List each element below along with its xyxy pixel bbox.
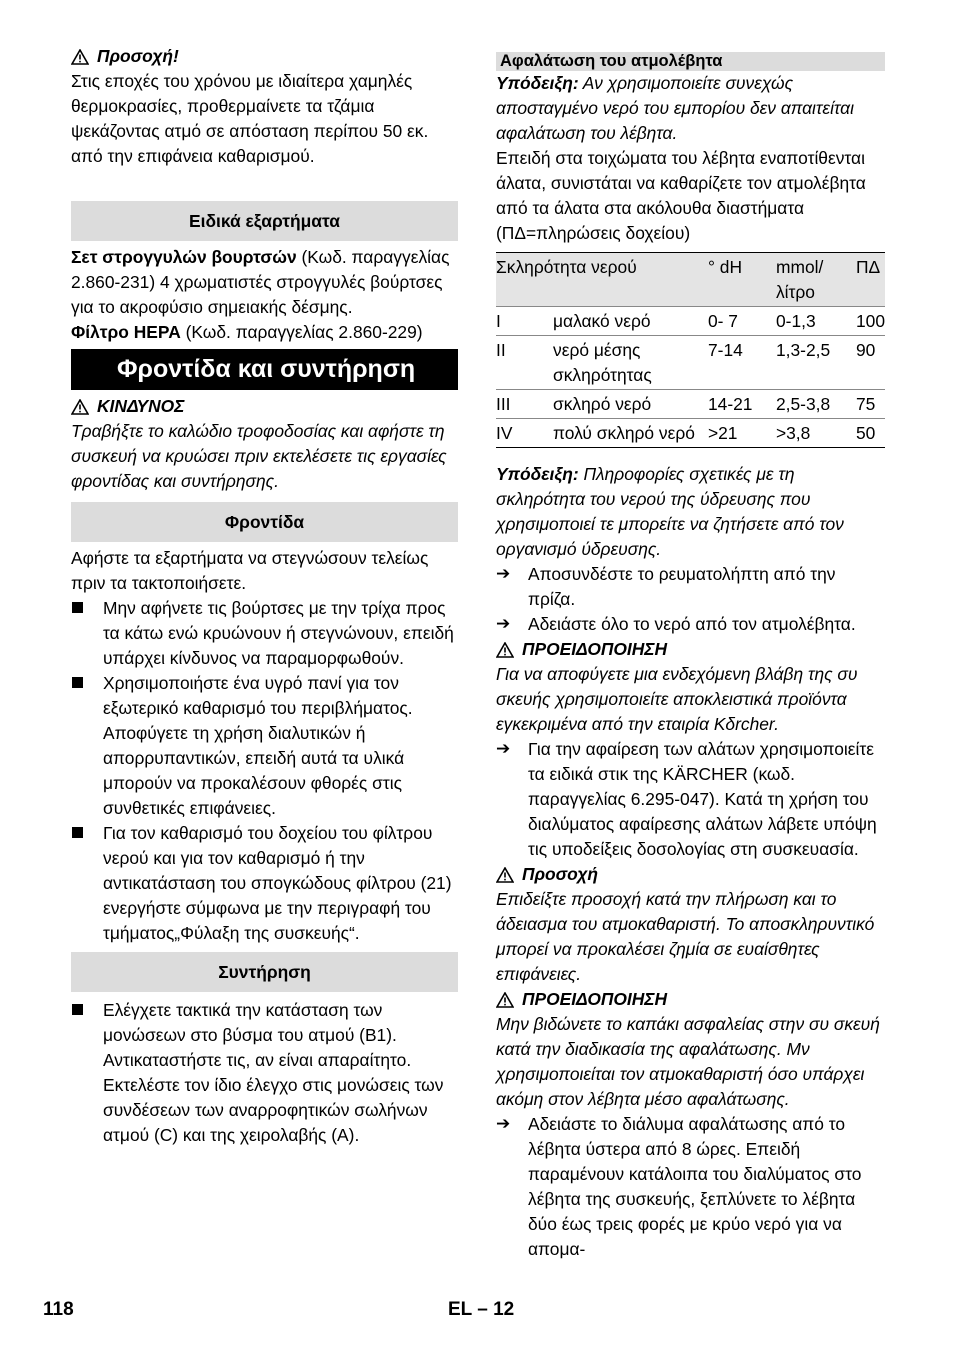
danger-text: Τραβήξτε το καλώδιο τροφοδοσίας και αφήστε τη συσκευή να κρυώσει πριν εκτελέσετε τις εργασίες φροντίδας και συντήρησης.	[71, 421, 447, 491]
table-header-cell: mmol/ λίτρο	[776, 253, 856, 307]
note-label: Υπόδειξη:	[496, 73, 579, 93]
table-cell: σκληρό νερό	[553, 390, 708, 419]
table-cell: III	[496, 390, 553, 419]
caution-heading	[71, 44, 458, 69]
table-cell: 50	[856, 419, 885, 448]
note-text: Πληροφορίες σχετικές με τη σκληρότητα του νερού της ύδρευσης που χρησιμοποιεί τε μπορείτε να ζητήσετε από τον οργανισμό ύδρευσης.	[496, 464, 844, 559]
caution-2-heading	[496, 862, 885, 887]
warning-1-heading	[496, 637, 885, 662]
table-cell: 0-1,3	[776, 307, 856, 336]
caution-title: Προσοχή!	[97, 46, 179, 66]
steps-list-1	[496, 562, 885, 637]
note-text: Αν χρησιμοποιείτε συνεχώς αποσταγμένο νερό του εμπορίου δεν απαιτείται αφαλάτωση του λέβητα.	[496, 73, 854, 143]
footer-section-page: – 12	[477, 1299, 515, 1320]
table-cell: 0- 7	[708, 307, 776, 336]
table-header-cell: ° dH	[708, 253, 776, 307]
table-cell: 100	[856, 307, 885, 336]
left-column	[71, 44, 458, 1148]
table-cell: πολύ σκληρό νερό	[553, 419, 708, 448]
table-cell: IV	[496, 419, 553, 448]
accessory-hepa	[71, 320, 458, 345]
warning-1-text: Για να αποφύγετε μια ενδεχόμενη βλάβη της συ σκευής χρησιμοποιείτε αποκλειστικά προϊόντα εγκεκριμένα από την εταιρία Kδrcher.	[496, 664, 858, 734]
table-cell: >21	[708, 419, 776, 448]
accessories-heading: Ειδικά εξαρτήματα	[71, 201, 458, 241]
caution-2-title: Προσοχή	[522, 864, 598, 884]
caution-text: Στις εποχές του χρόνου με ιδιαίτερα χαμηλές θερμοκρασίες, προθερμαίνετε τα τζάμια ψεκάζοντας ατμό σε απόσταση περίπου 50 εκ. από την επιφάνεια καθαρισμού.	[71, 71, 429, 166]
warning-2-title: ΠΡΟΕΙΔΟΠΟΙΗΣΗ	[522, 989, 668, 1009]
step-item: ➔ Για την αφαίρεση των αλάτων χρησιμοποιείτε τα ειδικά στικ της KÄRCHER (κωδ. παραγγελίας 6.295-047). Κατά τη χρήση του διαλύματος αφαίρεσης αλάτων λάβετε υπόψη τις υποδείξεις δοσολογίας στη συσκευασία.	[496, 737, 885, 862]
table-cell: 2,5-3,8	[776, 390, 856, 419]
accessory-name: Σετ στρογγυλών βουρτσών	[71, 247, 297, 267]
footer-section	[448, 1297, 514, 1322]
list-item: Ελέγχετε τακτικά την κατάσταση των μονώσεων στο βύσμα του ατμού (B1). Αντικαταστήστε τις, αν είναι απαραίτητο. Εκτελέστε τον ίδιο έλεγχο στις μονώσεις των συνδέσεων των αναρροφητικών σωλήνων ατμού (C) και της χειρολαβής (A).	[71, 998, 458, 1148]
right-column	[496, 44, 885, 1262]
note-1	[496, 71, 885, 146]
warning-triangle-icon	[496, 642, 514, 658]
footer-lang: EL	[448, 1299, 472, 1320]
table-cell: μαλακό νερό	[553, 307, 708, 336]
descale-intro: Επειδή στα τοιχώματα του λέβητα εναποτίθενται άλατα, συνιστάται να καθαρίζετε τον ατμολέβητα από τα άλατα στα ακόλουθα διαστήματα (ΠΔ=πληρώσεις δοχείου)	[496, 148, 866, 243]
caution-2-text: Επιδείξτε προσοχή κατά την πλήρωση και το άδειασμα του ατμοκαθαριστή. Το αποσκληρυντικό μπορεί να προκαλέσει ζημία σε ευαίσθητες επιφάνειες.	[496, 889, 875, 984]
table-header-cell: Σκληρότητα νερού	[496, 253, 708, 307]
warning-triangle-icon	[496, 992, 514, 1008]
table-cell: 14-21	[708, 390, 776, 419]
table-cell: I	[496, 307, 553, 336]
table-cell: νερό μέσης σκληρότητας	[553, 336, 708, 390]
care-intro: Αφήστε τα εξαρτήματα να στεγνώσουν τελείως πριν τα τακτοποιήσετε.	[71, 548, 429, 593]
table-row	[496, 419, 885, 448]
note-label: Υπόδειξη:	[496, 464, 579, 484]
accessory-desc: (Κωδ. παραγγελίας 2.860-229)	[180, 322, 423, 342]
danger-title: ΚΙΝΔΥΝΟΣ	[97, 396, 185, 416]
table-header-row	[496, 253, 885, 307]
warning-triangle-icon	[71, 49, 89, 65]
note-2	[496, 462, 885, 562]
step-item: ➔ Αδειάστε όλο το νερό από τον ατμολέβητα.	[496, 612, 885, 637]
maintenance-heading: Συντήρηση	[71, 952, 458, 992]
descale-heading: Αφαλάτωση του ατμολέβητα	[496, 52, 885, 71]
steps-list-3	[496, 1112, 885, 1262]
danger-heading	[71, 394, 458, 419]
water-hardness-table	[496, 252, 885, 448]
maintenance-list	[71, 998, 458, 1148]
table-row	[496, 307, 885, 336]
table-cell: >3,8	[776, 419, 856, 448]
warning-2-text: Μην βιδώνετε το καπάκι ασφαλείας στην συ σκευή κατά την διαδικασία της αφαλάτωσης. Μν χρησιμοποιείται τον ατμοκαθαριστή όσο υπάρχει ακόμη στον λέβητα μέσο αφαλάτωσης.	[496, 1014, 880, 1109]
list-item: Μην αφήνετε τις βούρτσες με την τρίχα προς τα κάτω ενώ κρυώνουν ή στεγνώνουν, επειδή υπάρχει κίνδυνος να παραμορφωθούν.	[71, 596, 458, 671]
accessory-round-brushes	[71, 245, 458, 320]
accessory-name: Φίλτρο HEPA	[71, 322, 181, 342]
table-cell: 75	[856, 390, 885, 419]
care-heading: Φροντίδα	[71, 502, 458, 542]
warning-2-heading	[496, 987, 885, 1012]
warning-triangle-icon	[496, 867, 514, 883]
step-item: ➔ Αποσυνδέστε το ρευματολήπτη από την πρίζα.	[496, 562, 885, 612]
warning-triangle-icon	[71, 399, 89, 415]
table-cell: II	[496, 336, 553, 390]
list-item: Χρησιμοποιήστε ένα υγρό πανί για τον εξωτερικό καθαρισμό του περιβλήματος. Αποφύγετε τη χρήση διαλυτικών ή απορρυπαντικών, επειδή αυτά τα υλικά μπορούν να προκαλέσουν φθορές στις συνθετικές επιφάνειες.	[71, 671, 458, 821]
warning-1-title: ΠΡΟΕΙΔΟΠΟΙΗΣΗ	[522, 639, 668, 659]
page-number: 118	[43, 1299, 74, 1320]
table-header-cell: ΠΔ	[856, 253, 885, 307]
table-cell: 1,3-2,5	[776, 336, 856, 390]
accessory-desc: (Κωδ. παραγγελίας 2.860-231) 4 χρωματιστές στρογγυλές βούρτσες για το ακροφύσιο σημειακής δέσμης.	[71, 247, 450, 317]
table-cell: 90	[856, 336, 885, 390]
step-item: ➔ Αδειάστε το διάλυμα αφαλάτωσης από το λέβητα ύστερα από 8 ώρες. Επειδή παραμένουν κατάλοιπα του διαλύματος στο λέβητα της συσκευής, ξεπλύνετε το λέβητα δύο έως τρεις φορές με κρύο νερό για να απομα-	[496, 1112, 885, 1262]
care-maintenance-title: Φροντίδα και συντήρηση	[71, 349, 458, 390]
list-item: Για τον καθαρισμό του δοχείου του φίλτρου νερού και για τον καθαρισμό ή την αντικατάσταση του σπογκώδους φίλτρου (21) ενεργήστε σύμφωνα με την περιγραφή του τμήματος„Φύλαξη της συσκευής“.	[71, 821, 458, 946]
table-cell: 7-14	[708, 336, 776, 390]
steps-list-2	[496, 737, 885, 862]
care-list	[71, 596, 458, 946]
table-row	[496, 336, 885, 390]
table-row	[496, 390, 885, 419]
